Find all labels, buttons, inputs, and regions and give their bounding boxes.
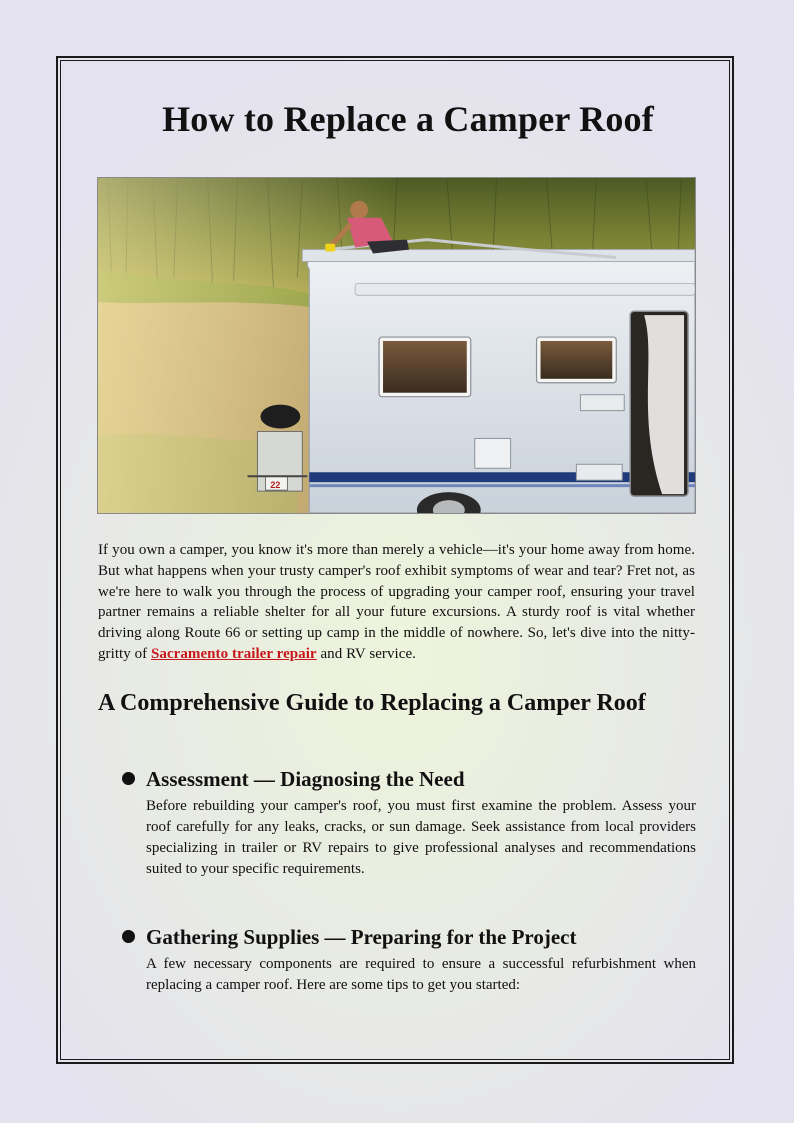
intro-text-end: and RV service. xyxy=(316,645,416,662)
hero-image xyxy=(97,177,696,514)
svg-text:22: 22 xyxy=(270,480,281,491)
bullet-icon xyxy=(122,772,135,785)
list-item xyxy=(122,766,696,880)
list-item xyxy=(122,924,696,996)
list-item-body: A few necessary components are required to ensure a successful refurbishment when replacing a camper roof. Here are some tips to get you started: xyxy=(146,956,696,993)
sacramento-trailer-repair-link[interactable]: Sacramento trailer repair xyxy=(151,645,317,662)
intro-text: If you own a camper, you know it's more than merely a vehicle—it's your home away from home. But what happens when your trusty camper's roof exhibit symptoms of wear and tear? Fret not, as we're here to walk you through the process of upgrading your camper roof, ensuring your travel partner remains a reliable shelter for all your future excursions. A sturdy roof is vital whether driving along Route 66 or setting up camp in the middle of nowhere. So, let's dive into the nitty-gritty of xyxy=(98,542,695,662)
list-item-title: Gathering Supplies — Preparing for the Project xyxy=(146,925,577,949)
list-item-body: Before rebuilding your camper's roof, you must first examine the problem. Assess your roof carefully for any leaks, cracks, or sun damage. Seek assistance from local providers specializing in trailer or RV repairs to give professional analyses and recommendations suited to your specific requirements. xyxy=(146,798,696,877)
intro-paragraph xyxy=(98,540,695,665)
bullet-icon xyxy=(122,930,135,943)
camper-roof-photo xyxy=(98,178,695,513)
list-item-title: Assessment — Diagnosing the Need xyxy=(146,767,465,791)
section-heading: A Comprehensive Guide to Replacing a Camper Roof xyxy=(98,690,646,716)
page-title: How to Replace a Camper Roof xyxy=(162,99,654,139)
